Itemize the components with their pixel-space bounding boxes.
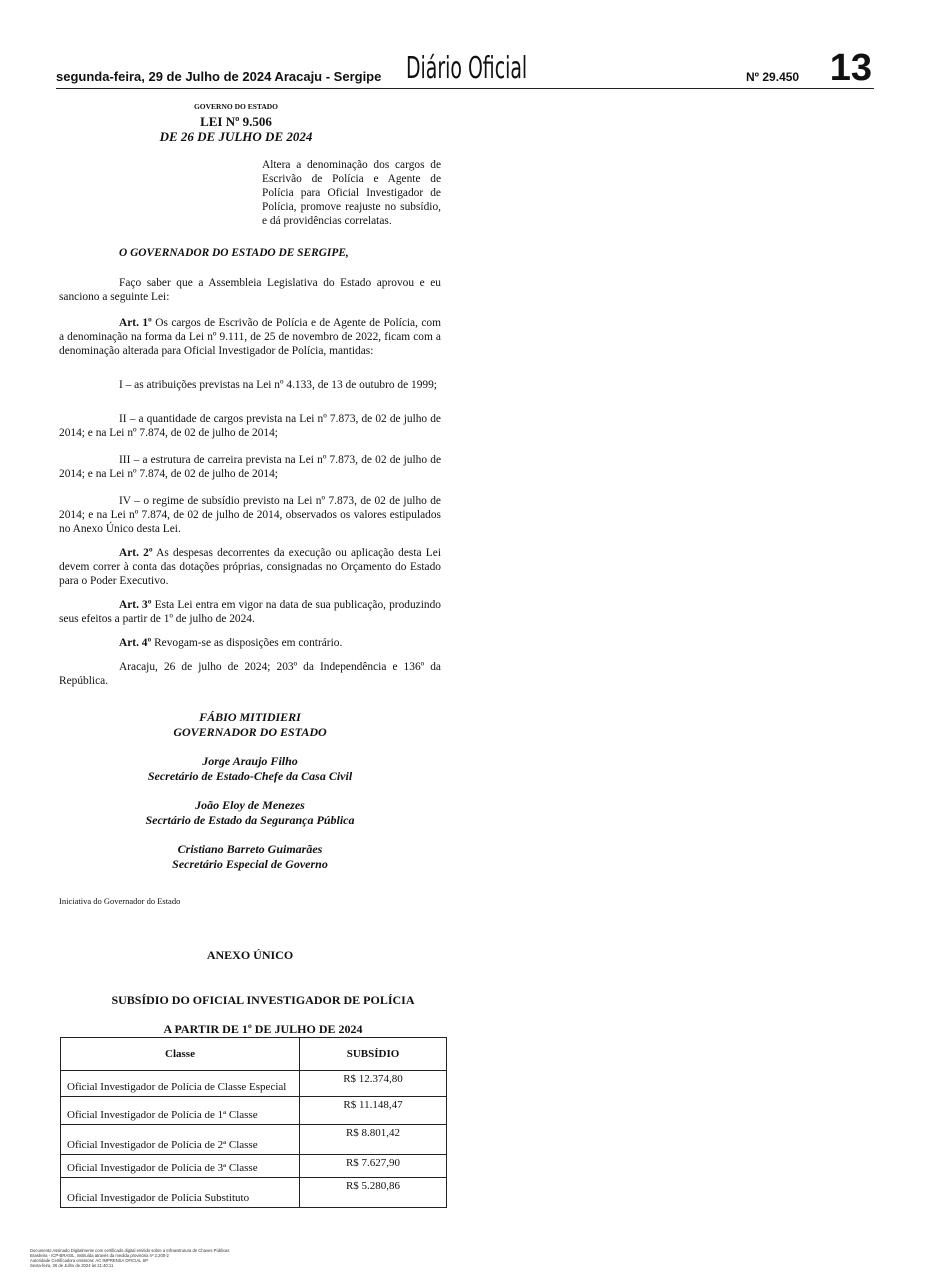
classe-cell: Oficial Investigador de Polícia de 1ª Classe <box>61 1097 300 1125</box>
item-iv: IV – o regime de subsídio previsto na Lei nº 7.873, de 02 de julho de 2014; e na Lei nº 7.874, de 02 de julho de 2014, observados os valores estipulados no Anexo Único desta Lei. <box>59 495 441 535</box>
page-number: 13 <box>829 47 872 89</box>
signatory-name: FÁBIO MITIDIERI <box>199 710 301 724</box>
classe-cell: Oficial Investigador de Polícia Substituto <box>61 1178 300 1208</box>
signatory-name: Jorge Araujo Filho <box>202 754 298 768</box>
closing-line: Aracaju, 26 de julho de 2024; 203º da Independência e 136º da República. <box>59 661 441 687</box>
signatory-role: Secretário de Estado-Chefe da Casa Civil <box>147 769 353 783</box>
article-2-label: Art. 2º <box>119 547 153 559</box>
signature-seguranca <box>59 798 441 828</box>
article-3 <box>59 598 441 626</box>
signatory-role: Secrtário de Estado da Segurança Pública <box>145 813 355 827</box>
table-row <box>61 1071 447 1097</box>
article-2-text: As despesas decorrentes da execução ou aplicação desta Lei devem correr à conta das dotações próprias, consignadas no Orçamento do Estado para o Poder Executivo. <box>59 547 441 587</box>
article-1-label: Art. 1º <box>119 317 152 329</box>
article-4-text: Revogam-se as disposições em contrário. <box>151 637 343 649</box>
table-header-row <box>61 1038 447 1071</box>
subsidy-table <box>60 1037 447 1208</box>
article-4-label: Art. 4º <box>119 637 152 649</box>
article-1-text: Os cargos de Escrivão de Polícia e de Agente de Polícia, com a denominação na forma da Lei nº 9.111, de 25 de novembro de 2022, ficam com a denominação alterada para Oficial Investigador de Polícia, mantidas: <box>59 317 441 357</box>
preamble: Faço saber que a Assembleia Legislativa do Estado aprovou e eu sanciono a seguinte Lei: <box>59 277 441 303</box>
signatory-name: Cristiano Barreto Guimarães <box>177 842 323 856</box>
subsidio-cell: R$ 12.374,80 <box>300 1071 447 1097</box>
law-number: LEI Nº 9.506 <box>200 114 272 129</box>
classe-cell: Oficial Investigador de Polícia de 2ª Classe <box>61 1125 300 1155</box>
classe-cell: Oficial Investigador de Polícia de Classe Especial <box>61 1071 300 1097</box>
table-row <box>61 1125 447 1155</box>
item-i: I – as atribuições previstas na Lei nº 4.133, de 13 de outubro de 1999; <box>119 379 437 391</box>
government-label: GOVERNO DO ESTADO <box>193 102 279 111</box>
annex-title: ANEXO ÚNICO <box>206 948 294 962</box>
column-header-subsidio: SUBSÍDIO <box>300 1038 447 1071</box>
header-date-location: segunda-feira, 29 de Julho de 2024 Aracaju - Sergipe <box>56 69 382 84</box>
subsidio-cell: R$ 5.280,86 <box>300 1178 447 1208</box>
article-4 <box>59 636 441 650</box>
annex-subtitle: SUBSÍDIO DO OFICIAL INVESTIGADOR DE POLÍCIA <box>111 993 415 1007</box>
signatory-role: Secretário Especial de Governo <box>172 857 328 871</box>
article-3-label: Art. 3º <box>119 599 152 611</box>
footer-line: Brasileira - ICP-BRASIL, instituída através da medida provisória nº 2.200-2 <box>30 1253 169 1258</box>
footer-line: Documento Assinado Digitalmente com certificado digital emitido sobre a Infraestrutura de Chaves Públicas <box>30 1248 230 1253</box>
law-column <box>59 98 441 908</box>
article-2 <box>59 546 441 588</box>
law-ementa: Altera a denominação dos cargos de Escrivão de Polícia e Agente de Polícia para Oficial Investigador de Polícia, promove reajuste no subsídio, e dá providências correlatas. <box>262 159 441 227</box>
article-3-text: Esta Lei entra em vigor na data de sua publicação, produzindo seus efeitos a partir de 1º de julho de 2024. <box>59 599 441 625</box>
governor-heading: O GOVERNADOR DO ESTADO DE SERGIPE, <box>119 247 349 259</box>
law-date: DE 26 DE JULHO DE 2024 <box>159 129 313 144</box>
subsidio-cell: R$ 11.148,47 <box>300 1097 447 1125</box>
newspaper-title: Diário Oficial <box>406 51 528 86</box>
column-header-classe: Classe <box>61 1038 300 1071</box>
item-iii: III – a estrutura de carreira prevista na Lei nº 7.873, de 02 de julho de 2014; e na Lei nº 7.874, de 02 de julho de 2014; <box>59 454 441 480</box>
item-ii: II – a quantidade de cargos prevista na Lei nº 7.873, de 02 de julho de 2014; e na Lei nº 7.874, de 02 de julho de 2014; <box>59 413 441 439</box>
signatory-role: GOVERNADOR DO ESTADO <box>173 725 327 739</box>
signature-governor <box>59 710 441 740</box>
table-row <box>61 1178 447 1208</box>
page-header <box>56 48 874 89</box>
classe-cell: Oficial Investigador de Polícia de 3ª Classe <box>61 1155 300 1178</box>
initiative-note: Iniciativa do Governador do Estado <box>59 896 181 906</box>
annex-effective-date: A PARTIR DE 1º DE JULHO DE 2024 <box>163 1022 363 1036</box>
table-row <box>61 1155 447 1178</box>
signature-governo <box>59 842 441 872</box>
subsidio-cell: R$ 7.627,90 <box>300 1155 447 1178</box>
subsidio-cell: R$ 8.801,42 <box>300 1125 447 1155</box>
footer-line: Autoridade Certificadora emissora: AC IMPRENSA OFICIAL SP <box>30 1258 149 1263</box>
footer-line: Sexta-feira, 26 de Julho de 2024 às 21:40:11 <box>30 1263 114 1268</box>
signatory-name: João Eloy de Menezes <box>195 798 305 812</box>
signature-casa-civil <box>59 754 441 784</box>
digital-signature-footer <box>30 1248 330 1268</box>
issue-number: Nº 29.450 <box>746 70 800 84</box>
article-1 <box>59 316 441 358</box>
table-row <box>61 1097 447 1125</box>
